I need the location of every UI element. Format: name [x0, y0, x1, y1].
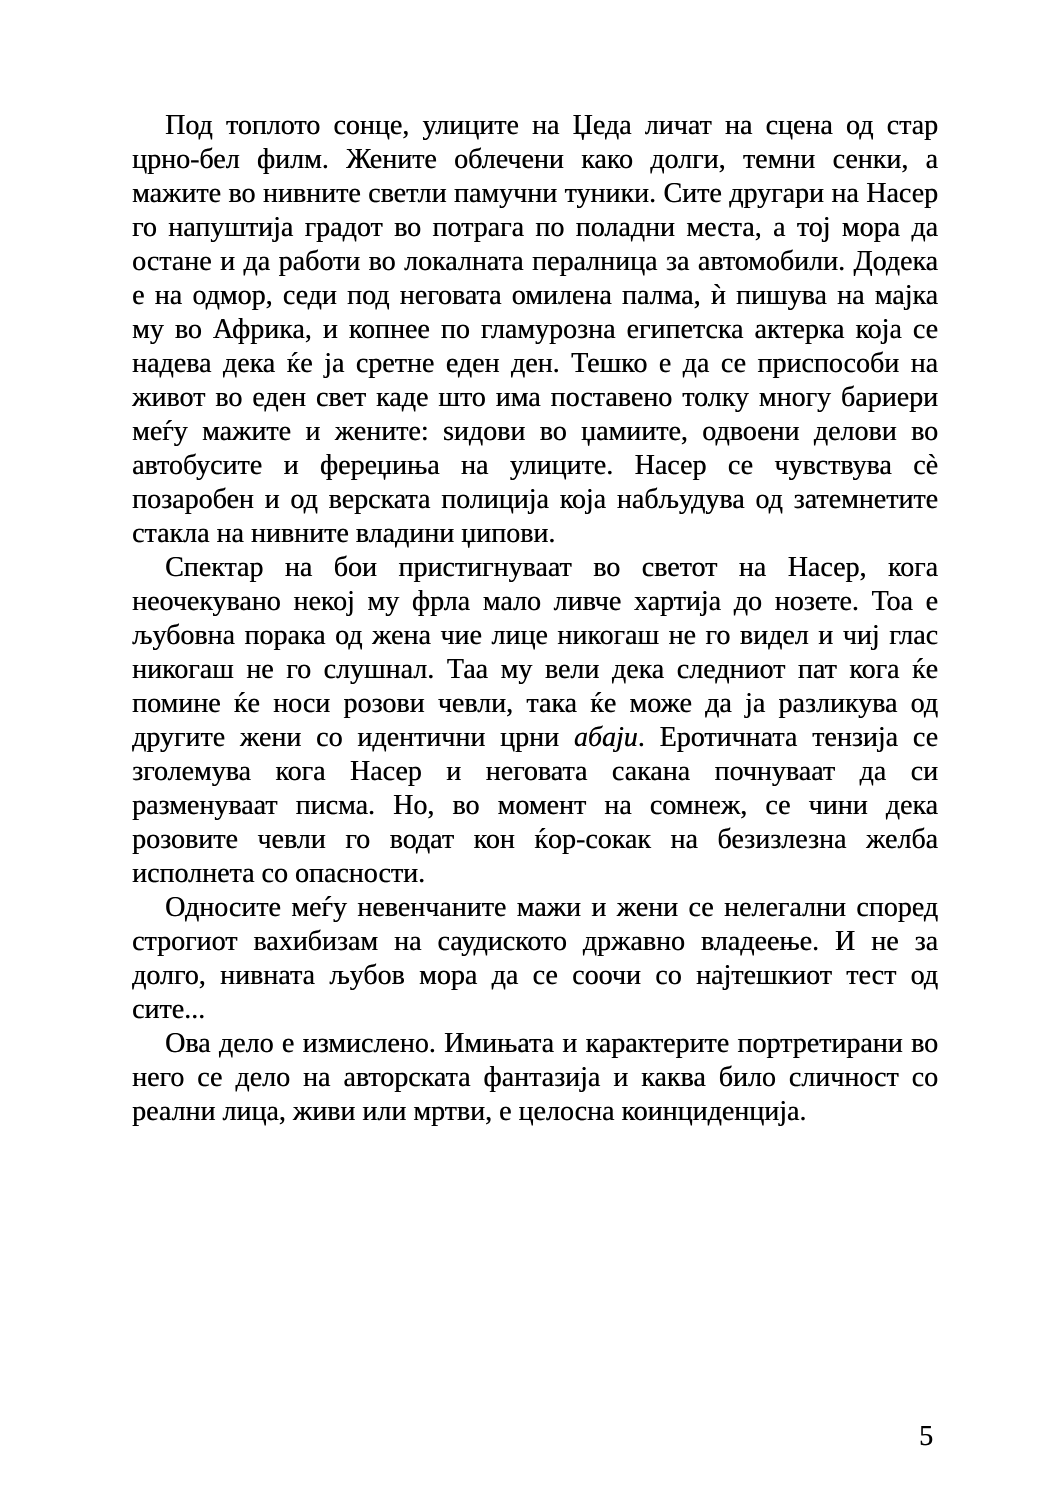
paragraph-1-text: Под топлото сонце, улиците на Џеда личат на сцена од стар црно-бел филм. Жените облечени како долги, темни сенки, а мажите во нивните светли памучни туники. Сите другари на Насер го напуштија градот во потрага по поладни места, а тој мора да остане и да работи во локалната пералница за автомобили. Додека е на одмор, седи под неговата омилена палма, ѝ пишува на мајка му во Африка, и копнее по гламурозна египетска актерка која се надева дека ќе ја сретне еден ден. Тешко е да се приспособи на живот во еден свет каде што има поставено толку многу бариери меѓу мажите и жените: ѕидови во џамиите, одвоени делови во автобусите и фереџиња на улиците. Насер се чувствува сè позаробен и од верската полиција која набљудува од затемнетите стакла на нивните владини џипови.: [132, 110, 938, 549]
paragraph-2-text-end: . Еротичната тензија се зголемува кога Насер и неговата сакана почнуваат да си разменуваат писма. Но, во момент на сомнеж, се чини дека розовите чевли го водат кон ќор-сокак на безизлезна желба исполнета со опасности.: [132, 722, 938, 889]
body-text: [132, 109, 938, 1129]
paragraph-3-text: Односите меѓу невенчаните мажи и жени се нелегални според строгиот вахибизам на саудиското државно владеење. И не за долго, нивната љубов мора да се соочи со најтешкиот тест од сите...: [132, 892, 938, 1025]
paragraph-2-text-start: Спектар на бои пристигнуваат во светот на Насер, кога неочекувано некој му фрла мало ливче хартија до нозете. Тоа е љубовна порака од жена чие лице никогаш не го видел и чиј глас никогаш не го слушнал. Таа му вели дека следниот пат кога ќе помине ќе носи розови чевли, така ќе може да ја разликува од другите жени со идентични црни: [132, 552, 938, 753]
paragraph-4: [132, 1027, 938, 1129]
paragraph-4-text: Ова дело е измислено. Имињата и карактерите портретирани во него се дело на авторската фантазија и каква било сличност со реални лица, живи или мртви, е целосна коинциденција.: [132, 1028, 938, 1127]
paragraph-1: [132, 109, 938, 551]
paragraph-2: [132, 551, 938, 891]
page-number: 5: [919, 1421, 933, 1452]
paragraph-2-italic-term: абаји: [573, 722, 638, 753]
paragraph-3: [132, 891, 938, 1027]
